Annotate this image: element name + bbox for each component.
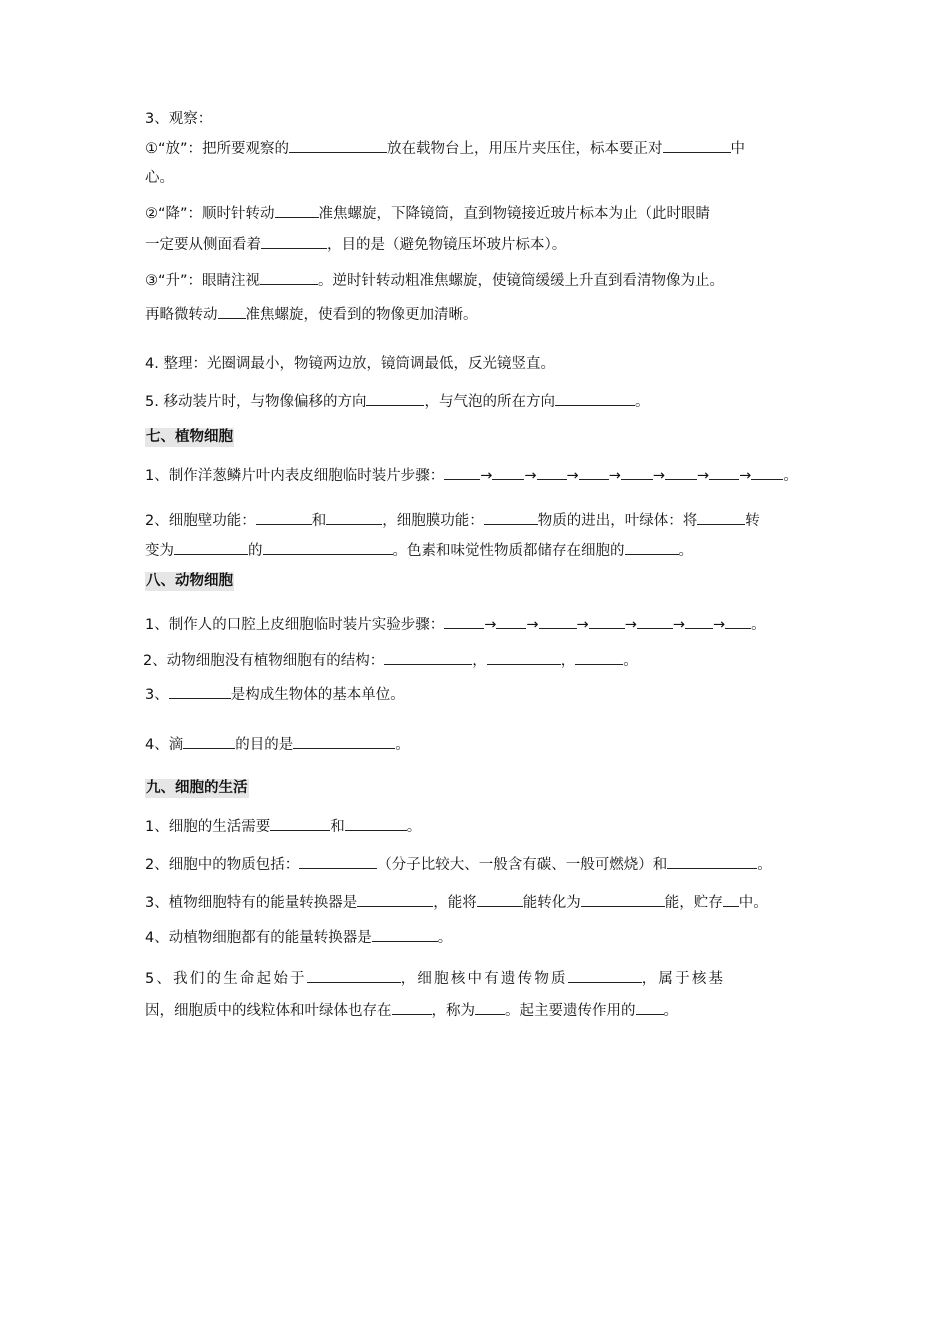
text: 4、滴 — [145, 737, 184, 753]
text: 1、制作洋葱鳞片叶内表皮细胞临时装片步骤： — [145, 468, 445, 484]
blank[interactable] — [384, 650, 472, 665]
cell-life-q3 — [145, 892, 768, 913]
blank[interactable] — [568, 968, 642, 983]
text: ，称为 — [431, 1003, 475, 1019]
blank[interactable] — [589, 614, 625, 629]
text: 转 — [745, 513, 760, 529]
arrow: → — [484, 617, 497, 633]
blank[interactable] — [345, 816, 407, 831]
cell-life-q5-line2 — [145, 1000, 678, 1021]
blank[interactable] — [357, 892, 433, 907]
blank[interactable] — [270, 816, 330, 831]
text: ， — [560, 653, 576, 669]
arrow: → — [713, 617, 726, 633]
text: ，与气泡的所在方向 — [424, 394, 555, 410]
text: 3、植物细胞特有的能量转换器是 — [145, 895, 358, 911]
blank[interactable] — [289, 138, 387, 153]
arrow: → — [672, 617, 686, 633]
text: 能转化为 — [522, 895, 581, 911]
text: 心。 — [145, 170, 174, 186]
blank[interactable] — [555, 391, 635, 406]
text: 准焦螺旋，使看到的物像更加清晰。 — [245, 307, 478, 323]
text: 3、 — [145, 687, 169, 703]
blank[interactable] — [697, 510, 745, 525]
blank[interactable] — [299, 854, 377, 869]
item-4 — [145, 354, 555, 374]
section-heading-cell-life: 九、细胞的生活 — [146, 780, 248, 796]
blank[interactable] — [477, 892, 523, 907]
text: 。 — [783, 468, 798, 484]
blank[interactable] — [484, 510, 538, 525]
text: 。起主要遗传作用的 — [505, 1003, 636, 1019]
text: ，属于核基 — [641, 971, 726, 987]
blank[interactable] — [263, 540, 393, 555]
blank[interactable] — [444, 465, 480, 480]
step-sheng-line1 — [145, 270, 724, 291]
text: （分子比较大、一般含有碳、一般可燃烧）和 — [377, 857, 668, 873]
plant-cell-q2-line2 — [145, 540, 693, 561]
text: 和 — [311, 513, 327, 529]
blank[interactable] — [487, 650, 561, 665]
text: 的 — [248, 543, 263, 559]
text: 。 — [406, 819, 422, 835]
text: 是构成生物体的基本单位。 — [230, 687, 405, 703]
blank[interactable] — [293, 734, 395, 749]
text: 因，细胞质中的线粒体和叶绿体也存在 — [145, 1003, 392, 1019]
blank[interactable] — [539, 614, 577, 629]
text: 中。 — [738, 895, 768, 911]
arrow: → — [576, 617, 589, 633]
blank[interactable] — [685, 614, 713, 629]
blank[interactable] — [444, 614, 484, 629]
text: ， — [472, 653, 487, 669]
blank[interactable] — [636, 1000, 664, 1015]
blank[interactable] — [575, 650, 623, 665]
blank[interactable] — [218, 304, 246, 319]
section-heading-plant-cell: 七、植物细胞 — [146, 429, 233, 445]
blank[interactable] — [621, 465, 653, 480]
plant-cell-q2-line1 — [145, 510, 760, 531]
animal-cell-q3 — [145, 684, 405, 705]
blank[interactable] — [665, 465, 697, 480]
blank[interactable] — [366, 391, 424, 406]
blank[interactable] — [174, 540, 248, 555]
text: ②“降”：顺时针转动 — [145, 206, 275, 222]
blank[interactable] — [723, 892, 739, 907]
text: 和 — [330, 819, 345, 835]
step-jiang-line2 — [145, 234, 566, 255]
arrow: → — [524, 468, 537, 484]
text: 5. 移动装片时，与物像偏移的方向 — [145, 394, 367, 410]
blank[interactable] — [625, 540, 679, 555]
text: ，细胞核中有遗传物质 — [400, 971, 568, 987]
text: 3、观察： — [145, 111, 213, 127]
blank[interactable] — [579, 465, 609, 480]
blank[interactable] — [326, 510, 382, 525]
cell-life-q5-line1 — [145, 968, 725, 989]
text: ③“升”：眼睛注视 — [145, 273, 261, 289]
blank[interactable] — [581, 892, 665, 907]
text: 1、制作人的口腔上皮细胞临时装片实验步骤： — [145, 617, 445, 633]
blank[interactable] — [709, 465, 739, 480]
animal-cell-q4 — [145, 734, 410, 755]
text: 2、细胞中的物质包括： — [145, 857, 300, 873]
text: 变为 — [145, 543, 174, 559]
text: ①“放”：把所要观察的 — [145, 141, 290, 157]
arrow: → — [652, 468, 666, 484]
text: 4、动植物细胞都有的能量转换器是 — [145, 930, 372, 946]
blank[interactable] — [492, 465, 524, 480]
blank[interactable] — [307, 968, 401, 983]
text: 的目的是 — [235, 737, 294, 753]
blank[interactable] — [169, 684, 231, 699]
arrow: → — [608, 468, 621, 484]
text: 。 — [757, 857, 772, 873]
arrow: → — [739, 468, 752, 484]
blank[interactable] — [256, 510, 312, 525]
text: 。色素和味觉性物质都储存在细胞的 — [392, 543, 625, 559]
text: 。 — [623, 653, 638, 669]
blank[interactable] — [667, 854, 757, 869]
blank[interactable] — [537, 465, 567, 480]
blank[interactable] — [392, 1000, 432, 1015]
text: ，能将 — [433, 895, 477, 911]
blank[interactable] — [637, 614, 673, 629]
text: 。 — [634, 394, 650, 410]
blank[interactable] — [751, 465, 783, 480]
arrow: → — [566, 468, 579, 484]
text: 。 — [678, 543, 693, 559]
blank[interactable] — [260, 270, 318, 285]
text: ，细胞膜功能： — [382, 513, 484, 529]
step-jiang-line1 — [145, 203, 710, 224]
blank[interactable] — [475, 1000, 505, 1015]
plant-cell-q1 — [145, 465, 798, 486]
text: 。 — [437, 930, 453, 946]
item-5 — [145, 391, 649, 412]
text: 放在载物台上，用压片夹压住，标本要正对 — [387, 141, 663, 157]
arrow: → — [697, 468, 710, 484]
observe-title — [145, 109, 212, 129]
arrow: → — [624, 617, 637, 633]
animal-cell-q2 — [143, 650, 638, 671]
blank[interactable] — [261, 234, 327, 249]
text: 。 — [751, 617, 766, 633]
blank[interactable] — [183, 734, 235, 749]
text: 1、细胞的生活需要 — [145, 819, 271, 835]
text: 能，贮存 — [664, 895, 723, 911]
text: 2、动物细胞没有植物细胞有的结构： — [143, 653, 385, 669]
cell-life-q2 — [145, 854, 772, 875]
text: 准焦螺旋，下降镜筒，直到物镜接近玻片标本为止（此时眼睛 — [318, 206, 711, 222]
blank[interactable] — [275, 203, 319, 218]
text: 4. 整理：光圈调最小，物镜两边放，镜筒调最低，反光镜竖直。 — [145, 356, 555, 372]
text: ，目的是（避免物镜压坏玻片标本）。 — [327, 237, 567, 253]
text: 中 — [730, 141, 746, 157]
step-fang-line2 — [145, 168, 174, 188]
text: 物质的进出，叶绿体：将 — [537, 513, 698, 529]
text: 5、我们的生命起始于 — [145, 971, 307, 987]
blank[interactable] — [372, 927, 438, 942]
text: 2、细胞壁功能： — [145, 513, 256, 529]
step-fang-line1 — [145, 138, 745, 159]
text: 。 — [395, 737, 410, 753]
blank[interactable] — [496, 614, 526, 629]
cell-life-q1 — [145, 816, 421, 837]
section-heading-animal-cell: 八、动物细胞 — [146, 573, 233, 589]
text: 再略微转动 — [145, 307, 218, 323]
blank[interactable] — [725, 614, 751, 629]
cell-life-q4 — [145, 927, 452, 948]
step-sheng-line2 — [145, 304, 478, 325]
text: 一定要从侧面看着 — [145, 237, 261, 253]
blank[interactable] — [663, 138, 731, 153]
arrow: → — [480, 468, 493, 484]
text: 。 — [663, 1003, 678, 1019]
arrow: → — [526, 617, 539, 633]
animal-cell-q1 — [145, 614, 766, 635]
text: 。逆时针转动粗准焦螺旋，使镜筒缓缓上升直到看清物像为止。 — [318, 273, 725, 289]
